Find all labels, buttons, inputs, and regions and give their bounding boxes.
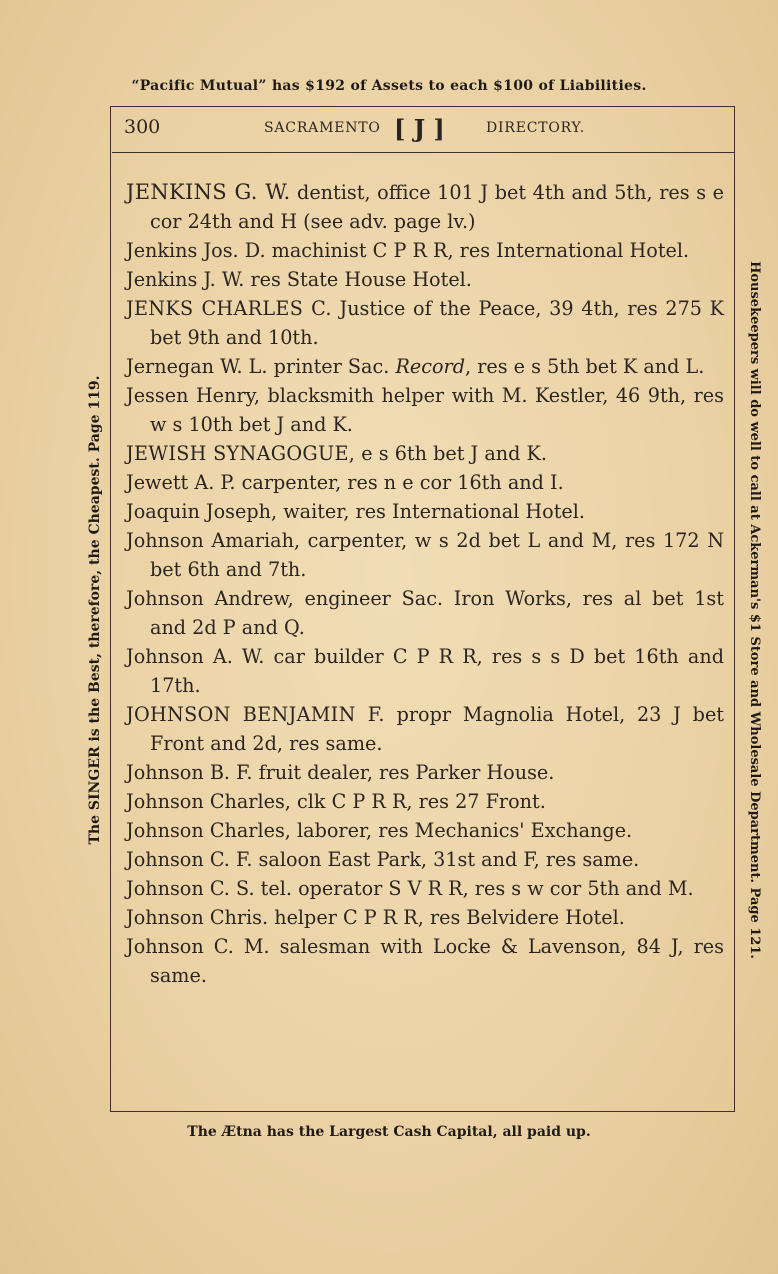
list-item [126, 787, 724, 816]
entry-name: Jenkins Jos. D. [126, 239, 266, 262]
entry-text: Justice of the Peace, 39 4th, res 275 K bet 9th and 10th. [150, 297, 724, 349]
entry-text: machinist C P R R, res International Hotel. [265, 239, 690, 262]
entry-name: Johnson Chris. [126, 906, 269, 929]
entry-name: JEWISH SYNAGOGUE, [126, 442, 356, 465]
entry-name: JENKINS G. W. [126, 180, 291, 204]
entry-name: Jewett A. P. [126, 471, 236, 494]
entry-text: e s 6th bet J and K. [355, 442, 547, 465]
entry-name: JOHNSON BENJAMIN F. [126, 703, 385, 726]
list-item [126, 932, 724, 990]
list-item [126, 468, 724, 497]
bottom-advertisement: The Ætna has the Largest Cash Capital, all paid up. [187, 1124, 591, 1140]
list-item [126, 874, 724, 903]
list-item [126, 236, 724, 265]
list-item [126, 497, 724, 526]
list-item [126, 526, 724, 584]
entry-name: Jenkins J. W. [126, 268, 245, 291]
entry-name: Johnson C. M. [126, 935, 270, 958]
entry-text: res State House Hotel. [244, 268, 472, 291]
entry-text: laborer, res Mechanics' Exchange. [290, 819, 633, 842]
entry-text: helper C P R R, res Belvidere Hotel. [268, 906, 625, 929]
entry-name: Jernegan W. L. [126, 355, 268, 378]
header-rule [112, 152, 734, 153]
entry-text: tel. operator S V R R, res s w cor 5th and M. [254, 877, 694, 900]
list-item [126, 642, 724, 700]
list-item [126, 294, 724, 352]
entry-text: engineer Sac. Iron Works, res al bet 1st and 2d P and Q. [150, 587, 724, 639]
left-margin-advertisement: The SINGER is the Best, therefore, the Cheapest. Page 119. [87, 375, 103, 845]
entry-name: JENKS CHARLES C. [126, 297, 332, 320]
running-directory-label: DIRECTORY. [486, 120, 586, 136]
list-item [126, 352, 724, 381]
list-item [126, 265, 724, 294]
entry-text: carpenter, w s 2d bet L and M, res 172 N bet 6th and 7th. [150, 529, 724, 581]
entry-text: printer Sac. [267, 355, 396, 378]
entry-text: blacksmith helper with M. Kestler, 46 9th, res w s 10th bet J and K. [150, 384, 725, 436]
running-header [124, 114, 724, 146]
entry-name: Johnson A. W. [126, 645, 265, 668]
entry-name: Johnson Charles, [126, 819, 291, 842]
entry-name: Johnson Andrew, [126, 587, 294, 610]
entry-name: Johnson Amariah, [126, 529, 301, 552]
right-margin-advertisement: Housekeepers will do well to call at Ackerman's $1 Store and Wholesale Department. Page 121. [747, 261, 762, 959]
entry-text: salesman with Locke & Lavenson, 84 J, res same. [150, 935, 724, 987]
section-letter: [ J ] [394, 114, 445, 143]
entry-text: clk C P R R, res 27 Front. [290, 790, 546, 813]
entry-name: Johnson B. F. [126, 761, 253, 784]
list-item [126, 903, 724, 932]
list-item [126, 178, 724, 236]
entry-name: Johnson C. S. [126, 877, 255, 900]
list-item [126, 845, 724, 874]
list-item [126, 381, 724, 439]
entry-name: Joaquin Joseph, [126, 500, 278, 523]
directory-entries [126, 178, 724, 990]
entry-text-continued: , res e s 5th bet K and L. [465, 355, 705, 378]
page-number: 300 [124, 116, 161, 138]
list-item [126, 816, 724, 845]
entry-name: Johnson Charles, [126, 790, 291, 813]
list-item [126, 439, 724, 468]
running-title: SACRAMENTO [264, 120, 381, 136]
entry-name: Jessen Henry, [126, 384, 260, 407]
entry-text: fruit dealer, res Parker House. [252, 761, 555, 784]
entry-text: propr Magnolia Hotel, 23 J bet Front and 2d, res same. [150, 703, 725, 755]
list-item [126, 584, 724, 642]
list-item [126, 758, 724, 787]
entry-text: waiter, res International Hotel. [277, 500, 585, 523]
entry-text: saloon East Park, 31st and F, res same. [252, 848, 640, 871]
top-advertisement: “Pacific Mutual” has $192 of Assets to each $100 of Liabilities. [131, 78, 647, 94]
entry-name: Johnson C. F. [126, 848, 253, 871]
list-item [126, 700, 724, 758]
entry-text: carpenter, res n e cor 16th and I. [235, 471, 564, 494]
entry-text-italic: Record [395, 355, 465, 378]
entry-text: car builder C P R R, res s s D bet 16th and 17th. [150, 645, 724, 697]
entry-text: dentist, office 101 J bet 4th and 5th, res s e cor 24th and H (see adv. page lv.) [150, 181, 724, 233]
